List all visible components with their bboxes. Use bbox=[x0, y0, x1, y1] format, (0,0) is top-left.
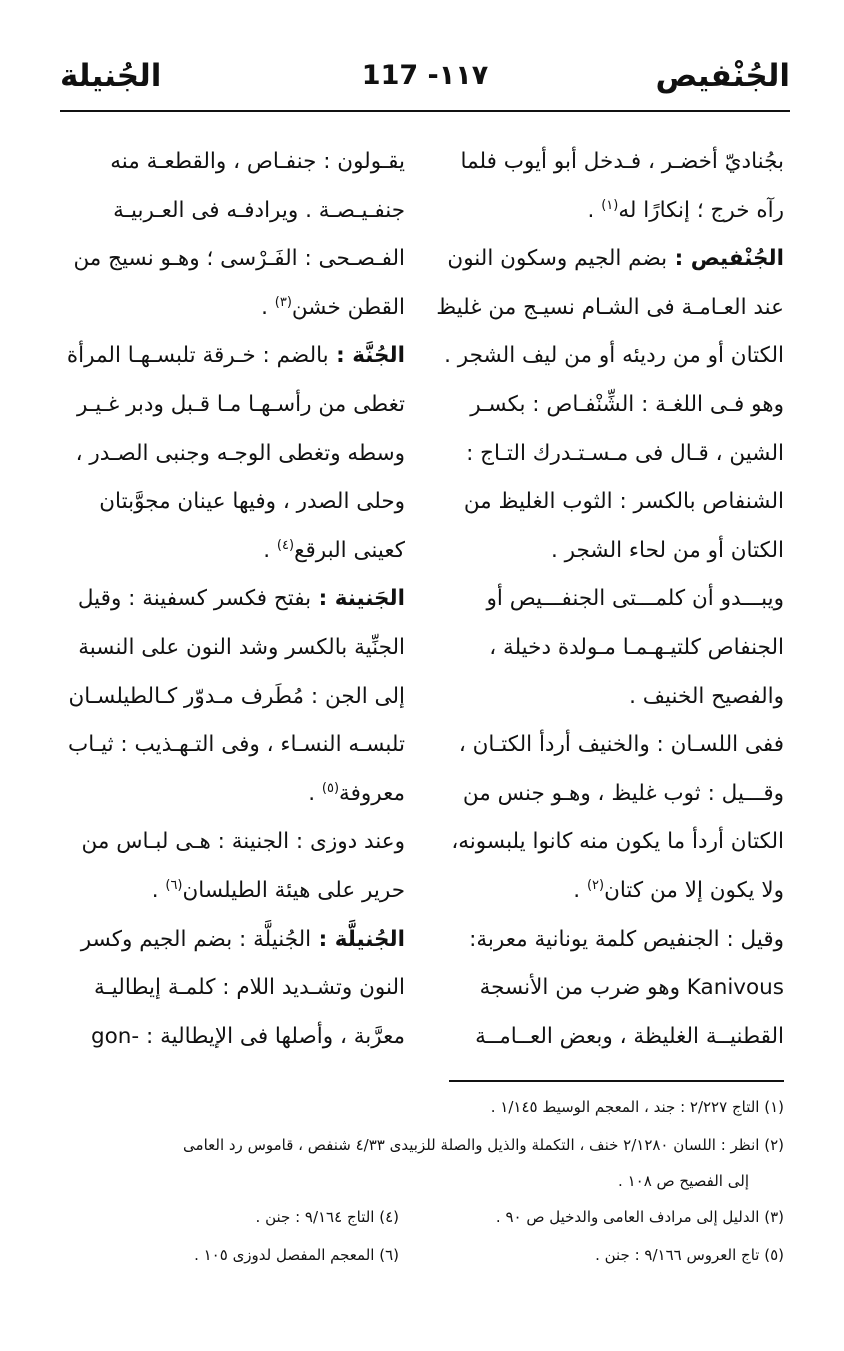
text-line bbox=[434, 430, 784, 479]
line-text: Kanivous وهو ضرب من الأنسجة bbox=[479, 975, 784, 1001]
text-line bbox=[60, 430, 405, 479]
entry-headword: الجُنْفيص : bbox=[667, 246, 784, 272]
line-text: النون وتشـديد اللام : كلمـة إيطاليـة bbox=[93, 975, 405, 1001]
line-tail: . bbox=[261, 294, 275, 320]
text-line bbox=[434, 721, 784, 770]
header-right-headword: الجُنْفيص bbox=[655, 58, 790, 94]
footnote-4: (٤) التاج ٩/١٦٤ : جنن . bbox=[255, 1208, 399, 1226]
footnote-3: (٣) الدليل إلى مرادف العامى والدخيل ص ٩٠ . bbox=[495, 1208, 784, 1226]
line-text: وحلى الصدر ، وفيها عينان مجوَّبتان bbox=[99, 489, 405, 515]
text-line bbox=[60, 916, 405, 965]
text-line bbox=[60, 721, 405, 770]
footnote-marker: (٤) bbox=[276, 537, 295, 553]
right-column bbox=[434, 138, 784, 1061]
line-text: والفصيح الخنيف . bbox=[629, 683, 784, 709]
text-line bbox=[434, 964, 784, 1013]
line-tail: . bbox=[151, 877, 166, 903]
line-text: الشنفاص بالكسر : الثوب الغليظ من bbox=[463, 489, 784, 515]
line-text: بضم الجيم وسكون النون bbox=[447, 246, 668, 272]
text-line bbox=[434, 916, 784, 965]
line-text: الكتان أو من رديئه أو من ليف الشجر . bbox=[444, 343, 784, 369]
text-line bbox=[434, 138, 784, 187]
text-line bbox=[434, 187, 784, 236]
line-text: وسطه وتغطى الوجـه وجنبى الصـدر ، bbox=[75, 440, 405, 466]
text-line bbox=[60, 624, 405, 673]
line-text: بفتح فكسر كسفينة : وقيل bbox=[77, 586, 312, 612]
line-tail: . bbox=[573, 877, 587, 903]
header-left-headword: الجُنيلة bbox=[60, 58, 162, 94]
line-tail: . bbox=[308, 780, 322, 806]
line-text: إلى الجن : مُطَرف مـدوّر كـالطيلسـان bbox=[68, 683, 405, 709]
text-line bbox=[434, 235, 784, 284]
line-text: تغطى من رأسـهـا مـا قـبل ودبر غـيـر bbox=[77, 391, 405, 417]
footnote-2: (٢) انظر : اللسان ٢/١٢٨٠ خنف ، التكملة والذيل والصلة للزبيدى ٤/٣٣ شنفص ، قاموس رد العامى bbox=[183, 1136, 784, 1154]
text-line bbox=[60, 332, 405, 381]
text-line bbox=[434, 478, 784, 527]
line-text: وقـــيل : ثوب غليظ ، وهـو جنس من bbox=[462, 780, 784, 806]
line-text: تلبسـه النسـاء ، وفى التـهـذيب : ثيـاب bbox=[68, 732, 405, 758]
footnote-2-continued: إلى الفصيح ص ١٠٨ . bbox=[618, 1172, 749, 1190]
text-line bbox=[434, 332, 784, 381]
line-text: الشين ، قـال فى مـسـتـدرك التـاج : bbox=[466, 440, 784, 466]
text-line bbox=[434, 575, 784, 624]
line-text: ففى اللسـان : والخنيف أردأ الكتـان ، bbox=[458, 732, 784, 758]
header-rule bbox=[60, 110, 790, 112]
line-text: بجُناديّ أخضـر ، فـدخل أبو أيوب فلما bbox=[460, 149, 784, 174]
text-line bbox=[434, 770, 784, 819]
text-line bbox=[60, 478, 405, 527]
line-text: معرَّبة ، وأصلها فى الإيطالية : -gon bbox=[90, 1023, 405, 1049]
text-line bbox=[434, 818, 784, 867]
line-text: بالضم : خـرقة تلبسـهـا المرأة bbox=[66, 343, 329, 369]
text-line bbox=[434, 284, 784, 333]
text-line bbox=[60, 527, 405, 576]
line-text: وقيل : الجنفيص كلمة يونانية معربة: bbox=[469, 926, 784, 952]
page-number: 117 -١١٧ bbox=[361, 60, 489, 91]
footnote-6: (٦) المعجم المفصل لدوزى ١٠٥ . bbox=[194, 1246, 399, 1264]
line-text: الفـصـحى : الفَـرْسى ؛ وهـو نسيج من bbox=[73, 246, 405, 272]
footnote-marker: (٣) bbox=[274, 294, 292, 310]
line-text: عند العـامـة فى الشـام نسيـج من غليظ bbox=[436, 294, 784, 320]
text-line bbox=[434, 624, 784, 673]
text-line bbox=[60, 673, 405, 722]
line-text: القطنيــة الغليظة ، وبعض العــامــة bbox=[475, 1023, 784, 1049]
text-line bbox=[434, 673, 784, 722]
text-line bbox=[60, 770, 405, 819]
text-line bbox=[60, 235, 405, 284]
text-line bbox=[60, 575, 405, 624]
line-text: كعينى البرقع bbox=[294, 537, 405, 563]
line-text: الجنِّية بالكسر وشد النون على النسبة bbox=[78, 634, 405, 660]
line-text: الكتان أردأ ما يكون منه كانوا يلبسونه، bbox=[451, 829, 784, 855]
text-line bbox=[60, 867, 405, 916]
line-text: يقـولون : جنفـاص ، والقطعـة منه bbox=[110, 149, 405, 174]
text-line bbox=[60, 381, 405, 430]
line-text: رآه خرج ؛ إنكارًا له bbox=[618, 197, 784, 223]
line-text: الجنفاص كلتيـهـمـا مـولدة دخيلة ، bbox=[489, 634, 784, 660]
text-line bbox=[434, 381, 784, 430]
footnote-marker: (١) bbox=[601, 197, 619, 213]
footnote-marker: (٦) bbox=[165, 877, 183, 893]
line-tail: . bbox=[263, 537, 277, 563]
text-line bbox=[434, 1013, 784, 1062]
line-text: حرير على هيئة الطيلسان bbox=[182, 877, 405, 903]
footnote-1: (١) التاج ٢/٢٢٧ : جند ، المعجم الوسيط ١/١٤٥ . bbox=[490, 1098, 784, 1116]
footnote-5: (٥) تاج العروس ٩/١٦٦ : جنن . bbox=[595, 1246, 784, 1264]
line-text: وعند دوزى : الجنينة : هـى لبـاس من bbox=[81, 829, 405, 855]
footnote-marker: (٥) bbox=[321, 780, 340, 796]
left-column bbox=[60, 138, 405, 1061]
line-text: معروفة bbox=[339, 780, 405, 806]
line-text: الكتان أو من لحاء الشجر . bbox=[550, 537, 784, 563]
line-text: وهو فـى اللغـة : الشِّنْفـاص : بكسـر bbox=[470, 391, 784, 417]
line-text: جنفـيـصـة . ويرادفـه فى العـربيـة bbox=[113, 197, 405, 223]
text-line bbox=[60, 818, 405, 867]
text-line bbox=[434, 867, 784, 916]
text-line bbox=[60, 187, 405, 236]
line-tail: . bbox=[587, 197, 602, 223]
line-text: ويبـــدو أن كلمـــتى الجنفـــيص أو bbox=[486, 586, 784, 612]
entry-headword: الجُنَّة : bbox=[328, 343, 405, 369]
text-line bbox=[434, 527, 784, 576]
entry-headword: الجَنينة : bbox=[311, 586, 405, 612]
line-text: القطن خشن bbox=[291, 294, 405, 320]
page-header bbox=[60, 52, 790, 112]
line-text: الجُنيلَّة : بضم الجيم وكسر bbox=[80, 926, 312, 952]
entry-headword: الجُنيلَّة : bbox=[311, 926, 405, 952]
footnote-marker: (٢) bbox=[586, 877, 605, 893]
line-text: ولا يكون إلا من كتان bbox=[604, 877, 784, 903]
text-line bbox=[60, 1013, 405, 1062]
text-line bbox=[60, 284, 405, 333]
footnote-separator bbox=[449, 1080, 784, 1082]
text-line bbox=[60, 138, 405, 187]
text-line bbox=[60, 964, 405, 1013]
